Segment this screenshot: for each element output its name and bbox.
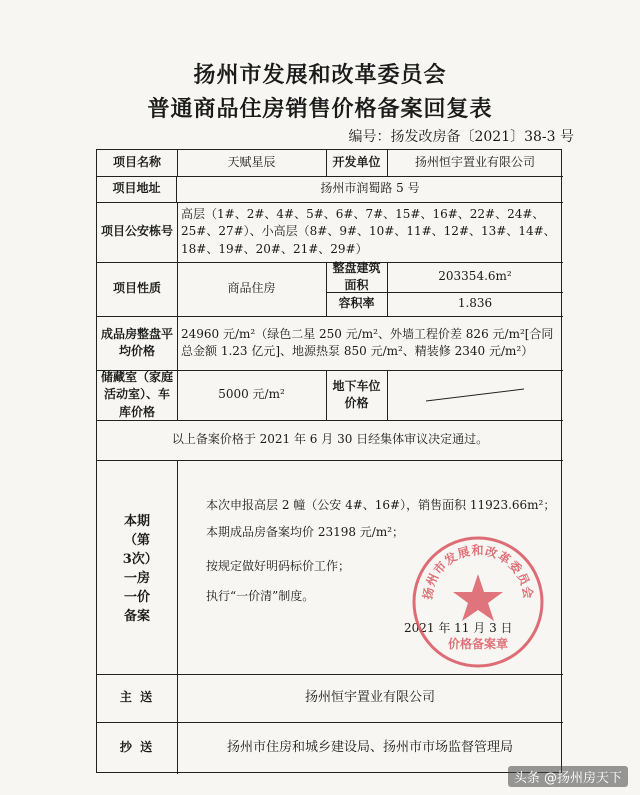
record-table [96, 149, 562, 773]
nature-label: 项目性质 [112, 281, 161, 296]
building-no-label: 项目公安栋号 [100, 224, 173, 239]
parking-label: 地下车位价格 [332, 378, 381, 410]
project-name-label: 项目名称 [112, 155, 161, 170]
document-subtitle: 普通商品住房销售价格备案回复表 [147, 96, 493, 122]
storage-price-value: 5000 元/m² [218, 387, 285, 402]
avg-price-value: 24960 元/m²（绿色二星 250 元/m²、外墙工程价差 826 元/m²[合同总金额 1.23 亿元]、地源热泵 850 元/m²、精装修 2340 元/m²） [181, 326, 554, 358]
document-title: 扬州市发展和改革委员会 [193, 62, 447, 88]
send-to-value: 扬州恒宇置业有限公司 [304, 689, 435, 705]
address-label: 项目地址 [97, 176, 177, 202]
period-line-2: 本期成品房备案均价 23198 元/m²； [206, 525, 405, 539]
developer-label: 开发单位 [332, 155, 381, 170]
source-watermark: 头条 @扬州房天下 [508, 766, 628, 787]
total-area-label: 整盘建筑面积 [332, 260, 381, 292]
parking-price-value [387, 370, 563, 420]
building-no-value: 高层（1#、2#、4#、5#、6#、7#、15#、16#、22#、24#、25#、27#）、小高层（8#、9#、10#、11#、12#、13#、14#、18#、19#、20#、21#、29#） [181, 206, 556, 256]
developer-value: 扬州恒宇置业有限公司 [414, 155, 535, 170]
svg-text:扬州市发展和改革委员会: 扬州市发展和改革委员会 [420, 543, 536, 601]
price-filing-seal [408, 532, 548, 672]
period-line-1: 本次申报高层 2 幢（公安 4#、16#），销售面积 11923.66m²； [206, 498, 556, 512]
seal-center-text: 价格备案章 [447, 637, 509, 651]
storage-label: 储藏室（家庭活动室）、车库价格 [100, 369, 173, 419]
plot-ratio-label: 容积率 [338, 296, 375, 311]
address-value: 扬州市润蜀路 5 号 [320, 181, 420, 196]
send-to-label: 主 送 [119, 690, 155, 705]
plot-ratio-value: 1.836 [457, 296, 493, 311]
cc-value: 扬州市住房和城乡建设局、扬州市市场监督管理局 [226, 739, 513, 755]
reference-number: 编号：扬发改房备〔2021〕38-3 号 [348, 129, 574, 145]
approval-note: 以上备案价格于 2021 年 6 月 30 日经集体审议决定通过。 [171, 432, 489, 447]
total-area-value: 203354.6m² [438, 269, 512, 284]
avg-price-label: 成品房整盘平均价格 [100, 326, 173, 358]
period-label: 本期（第3次）一房一价备案 [122, 514, 152, 624]
approval-date: 2021 年 11 月 3 日 [404, 621, 513, 635]
period-line-3: 按规定做好明码标价工作； [206, 559, 351, 573]
nature-value: 商品住房 [227, 281, 276, 296]
period-line-4: 执行“一价清”制度。 [206, 589, 315, 603]
cc-label: 抄 送 [119, 740, 155, 755]
project-name-value: 天赋星辰 [227, 155, 276, 170]
parking-price-dash [420, 385, 530, 405]
